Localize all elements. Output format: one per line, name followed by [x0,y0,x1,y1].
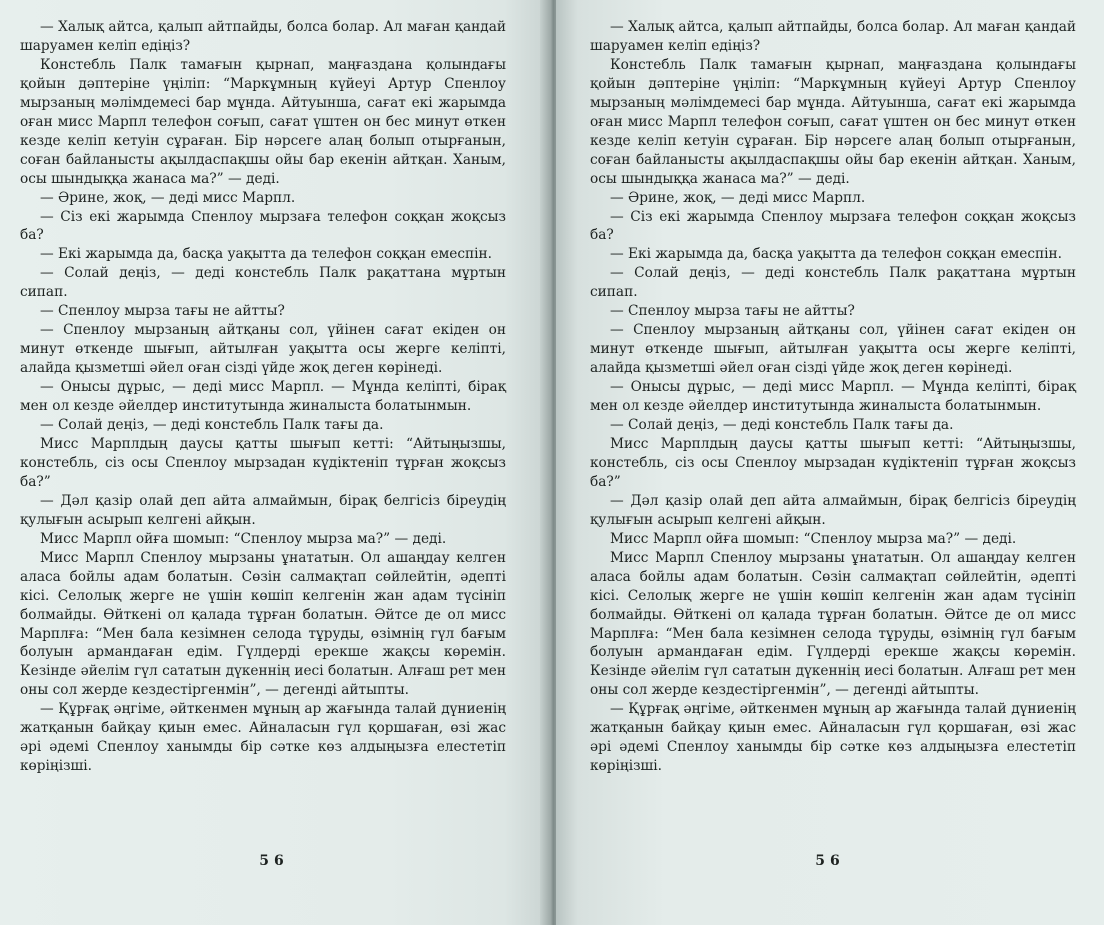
paragraph: Мисс Марпл Спенлоу мырзаны ұнататын. Ол ашаңдау келген аласа бойлы адам болатын. Сөзін салмақтап сөйлейтін, әдепті кісі. Селолық жерге не үшін көшіп келгенін жан адам түсініп болмайды. Өйткені ол қалада тұрған болатын. Әйтсе де ол мисс Марплға: “Мен бала кезімнен селода тұруды, өзімнің гүл бағым болуын армандаған едім. Гүлдерді ерекше жақсы көремін. Кезінде әйелім гүл сататын дүкеннің иесі болатын. Алғаш рет мен оны сол жерде кездестіргенмін”, — дегенді айтыпты. [590,549,1076,699]
paragraph: Констебль Палк тамағын қырнап, маңғаздана қолындағы қойын дәптеріне үңіліп: “Маркұмның күйеуі Артур Спенлоу мырзаның мәлімдемесі бар мұнда. Айтуынша, сағат екі жарымда оған мисс Марпл телефон соғып, сағат үштен он бес минут өткен кезде келіп кетуін сұраған. Бір нәрсеге алаң болып отырғанын, соған байланысты ақылдаспақшы ойы бар екенін айтқан. Ханым, осы шындыққа жанаса ма?” — деді. [20,56,506,187]
left-page-text [20,18,506,776]
paragraph: — Дәл қазір олай деп айта алмаймын, бірақ белгісіз біреудің қулығын асырып келгені айқын. [20,492,506,528]
paragraph: Мисс Марпл ойға шомып: “Спенлоу мырза ма?” — деді. [610,530,1017,547]
right-page-text [590,18,1076,776]
paragraph: — Екі жарымда да, басқа уақытта да телефон соққан емеспін. [40,246,492,263]
page-number: 56 [815,853,845,869]
paragraph: — Солай деңіз, — деді констебль Палк тағы да. [40,417,384,434]
paragraph: Мисс Марплдың даусы қатты шығып кетті: “Айтыңызшы, констебль, сіз осы Спенлоу мырзадан күдіктеніп тұрған жоқсыз ба?” [590,435,1076,490]
paragraph: — Солай деңіз, — деді констебль Палк тағы да. [610,417,954,434]
paragraph: — Сіз екі жарымда Спенлоу мырзаға телефон соққан жоқсыз ба? [20,208,506,244]
paragraph: — Сіз екі жарымда Спенлоу мырзаға телефон соққан жоқсыз ба? [590,208,1076,244]
paragraph: Констебль Палк тамағын қырнап, маңғаздана қолындағы қойын дәптеріне үңіліп: “Маркұмның күйеуі Артур Спенлоу мырзаның мәлімдемесі бар мұнда. Айтуынша, сағат екі жарымда оған мисс Марпл телефон соғып, сағат үштен он бес минут өткен кезде келіп кетуін сұраған. Бір нәрсеге алаң болып отырғанын, соған байланысты ақылдаспақшы ойы бар екенін айтқан. Ханым, осы шындыққа жанаса ма?” — деді. [590,56,1076,187]
paragraph: — Әрине, жоқ, — деді мисс Марпл. [40,189,296,206]
paragraph: — Спенлоу мырзаның айтқаны сол, үйінен сағат екіден он минут өткенде шығып, айтылған уақытта осы жерге келіпті, алайда қызметші әйел оған сізді үйде жоқ деген көрінеді. [590,322,1076,377]
paragraph: — Әрине, жоқ, — деді мисс Марпл. [610,189,866,206]
paragraph: — Дәл қазір олай деп айта алмаймын, бірақ белгісіз біреудің қулығын асырып келгені айқын. [590,492,1076,528]
paragraph: — Құрғақ әңгіме, әйткенмен мұның ар жағында талай дүниенің жатқанын байқау қиын емес. Айналасын гүл қоршаған, өзі жас әрі әдемі Спенлоу ханымды бір сәтке көз алдыңызға елестетіп көріңізші. [20,701,506,775]
paragraph: — Солай деңіз, — деді констебль Палк рақаттана мұртын сипап. [20,265,506,301]
paragraph: — Спенлоу мырзаның айтқаны сол, үйінен сағат екіден он минут өткенде шығып, айтылған уақытта осы жерге келіпті, алайда қызметші әйел оған сізді үйде жоқ деген көрінеді. [20,322,506,377]
paragraph: — Халық айтса, қалып айтпайды, болса болар. Ал маған қандай шаруамен келіп едіңіз? [20,19,506,54]
paragraph: — Онысы дұрыс, — деді мисс Марпл. — Мұнда келіпті, бірақ мен ол кезде әйелдер институтында жиналыста болатынмын. [20,379,506,415]
paragraph: — Онысы дұрыс, — деді мисс Марпл. — Мұнда келіпті, бірақ мен ол кезде әйелдер институтында жиналыста болатынмын. [590,379,1076,415]
paragraph: — Спенлоу мырза тағы не айтты? [610,303,855,320]
paragraph: Мисс Марпл ойға шомып: “Спенлоу мырза ма?” — деді. [40,530,447,547]
paragraph: — Халық айтса, қалып айтпайды, болса болар. Ал маған қандай шаруамен келіп едіңіз? [590,19,1076,54]
left-page [0,0,548,925]
paragraph: — Солай деңіз, — деді констебль Палк рақаттана мұртын сипап. [590,265,1076,301]
right-page [556,0,1104,925]
page-number: 56 [259,853,289,869]
paragraph: Мисс Марпл Спенлоу мырзаны ұнататын. Ол ашаңдау келген аласа бойлы адам болатын. Сөзін салмақтап сөйлейтін, әдепті кісі. Селолық жерге не үшін көшіп келгенін жан адам түсініп болмайды. Өйткені ол қалада тұрған болатын. Әйтсе де ол мисс Марплға: “Мен бала кезімнен селода тұруды, өзімнің гүл бағым болуын армандаған едім. Гүлдерді ерекше жақсы көремін. Кезінде әйелім гүл сататын дүкеннің иесі болатын. Алғаш рет мен оны сол жерде кездестіргенмін”, — дегенді айтыпты. [20,549,506,699]
paragraph: — Құрғақ әңгіме, әйткенмен мұның ар жағында талай дүниенің жатқанын байқау қиын емес. Айналасын гүл қоршаған, өзі жас әрі әдемі Спенлоу ханымды бір сәтке көз алдыңызға елестетіп көріңізші. [590,701,1076,775]
paragraph: — Екі жарымда да, басқа уақытта да телефон соққан емеспін. [610,246,1062,263]
paragraph: Мисс Марплдың даусы қатты шығып кетті: “Айтыңызшы, констебль, сіз осы Спенлоу мырзадан күдіктеніп тұрған жоқсыз ба?” [20,435,506,490]
paragraph: — Спенлоу мырза тағы не айтты? [40,303,285,320]
